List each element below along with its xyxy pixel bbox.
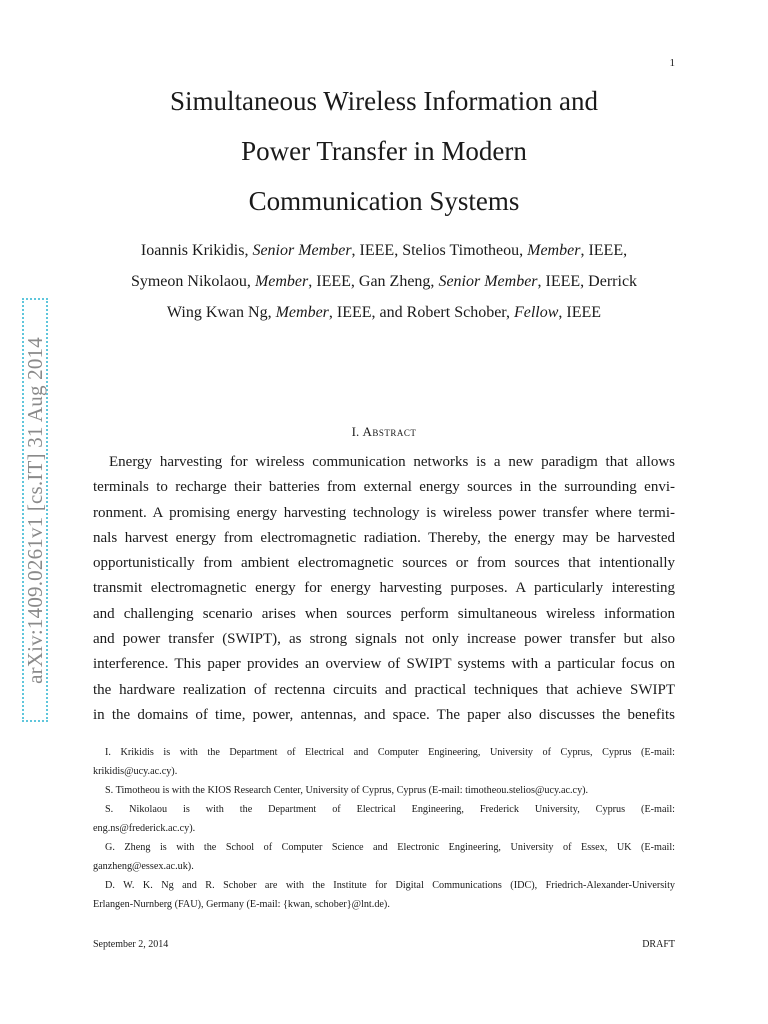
abstract-line: Energy harvesting for wireless communication networks is a new paradigm that allows (109, 454, 675, 470)
author-text: , IEEE, (580, 242, 628, 259)
abstract-line: ronment. A promising energy harvesting technology is wireless power transfer where termi- (93, 504, 675, 521)
author-text: Wing Kwan Ng, (166, 304, 276, 321)
footnote-krikidis-email: krikidis@ucy.ac.cy). (93, 766, 178, 777)
abstract-line: in the domains of time, power, antennas, and space. The paper also discusses the benefits (93, 706, 675, 723)
author-grade: Senior Member (252, 242, 352, 259)
title-line-1: Simultaneous Wireless Information and (169, 86, 599, 116)
abstract-line: terminals to recharge their batteries from external energy sources in the surrounding envi- (93, 479, 675, 496)
abstract-line: interference. This paper provides an overview of SWIPT systems with a particular focus on (93, 656, 675, 673)
footer-draft-label: DRAFT (642, 939, 675, 950)
author-grade: Member (254, 273, 309, 290)
footnote-zheng: G. Zheng is with the School of Computer Science and Electronic Engineering, University of Essex, UK (E-mail: (105, 842, 675, 853)
author-text: , IEEE, and Robert Schober, (328, 304, 514, 321)
abstract-body (93, 450, 675, 728)
section-number: I. (351, 424, 360, 439)
abstract-line: and power transfer (SWIPT), as strong signals not only increase power transfer but also (93, 631, 675, 648)
author-text: , IEEE, Stelios Timotheou, (351, 242, 528, 259)
author-text: , IEEE (558, 304, 602, 321)
footnote-ng-schober-email: Erlangen-Nurnberg (FAU), Germany (E-mail: {kwan, schober}@lnt.de). (93, 899, 390, 910)
abstract-line: nals harvest energy from electromagnetic radiation. Thereby, the energy may be harvested (93, 529, 675, 546)
section-title: Abstract (362, 424, 417, 439)
arxiv-identifier: arXiv:1409.0261v1 [cs.IT] 31 Aug 2014 (22, 336, 47, 684)
author-text: Symeon Nikolaou, (130, 273, 255, 290)
author-list (84, 235, 684, 328)
footnote-zheng-email: ganzheng@essex.ac.uk). (93, 861, 194, 872)
abstract-line: transmit electromagnetic energy for energy harvesting purposes. A particularly interesting (93, 580, 675, 597)
section-heading (0, 424, 768, 440)
footnote-nikolaou: S. Nikolaou is with the Department of Electrical Engineering, Frederick University, Cyprus (E-mail: (105, 804, 675, 815)
author-line-2 (84, 266, 684, 297)
arxiv-stamp[interactable] (22, 298, 48, 722)
footnotes (93, 743, 675, 914)
abstract-line: and challenging scenario arises when sources perform simultaneous wireless information (93, 605, 675, 622)
footnote-nikolaou-email: eng.ns@frederick.ac.cy). (93, 823, 196, 834)
title-line-3: Communication Systems (248, 186, 520, 216)
footnote-timotheou: S. Timotheou is with the KIOS Research Center, University of Cyprus, Cyprus (E-mail: timotheou.stelios@ucy.ac.cy). (105, 785, 589, 796)
paper-title (0, 76, 768, 226)
author-text: Ioannis Krikidis, (140, 242, 253, 259)
abstract-line: opportunistically from ambient electromagnetic sources or from sources that intentionally (93, 555, 675, 572)
author-text: , IEEE, Gan Zheng, (308, 273, 439, 290)
footnote-ng-schober: D. W. K. Ng and R. Schober are with the Institute for Digital Communications (IDC), Friedrich-Alexander-University (105, 880, 675, 891)
footnote-krikidis: I. Krikidis is with the Department of Electrical and Computer Engineering, University of Cyprus, Cyprus (E-mail: (105, 747, 675, 758)
author-line-1 (84, 235, 684, 266)
author-text: , IEEE, Derrick (537, 273, 638, 290)
author-grade: Member (275, 304, 329, 321)
abstract-line: the hardware realization of rectenna circuits and practical techniques that achieve SWIPT (93, 681, 675, 698)
author-line-3 (84, 297, 684, 328)
footer-date: September 2, 2014 (93, 939, 169, 950)
author-grade: Member (527, 242, 581, 259)
page-number: 1 (669, 57, 675, 69)
title-line-2: Power Transfer in Modern (241, 136, 527, 166)
author-grade: Fellow (513, 304, 559, 321)
author-grade: Senior Member (438, 273, 538, 290)
